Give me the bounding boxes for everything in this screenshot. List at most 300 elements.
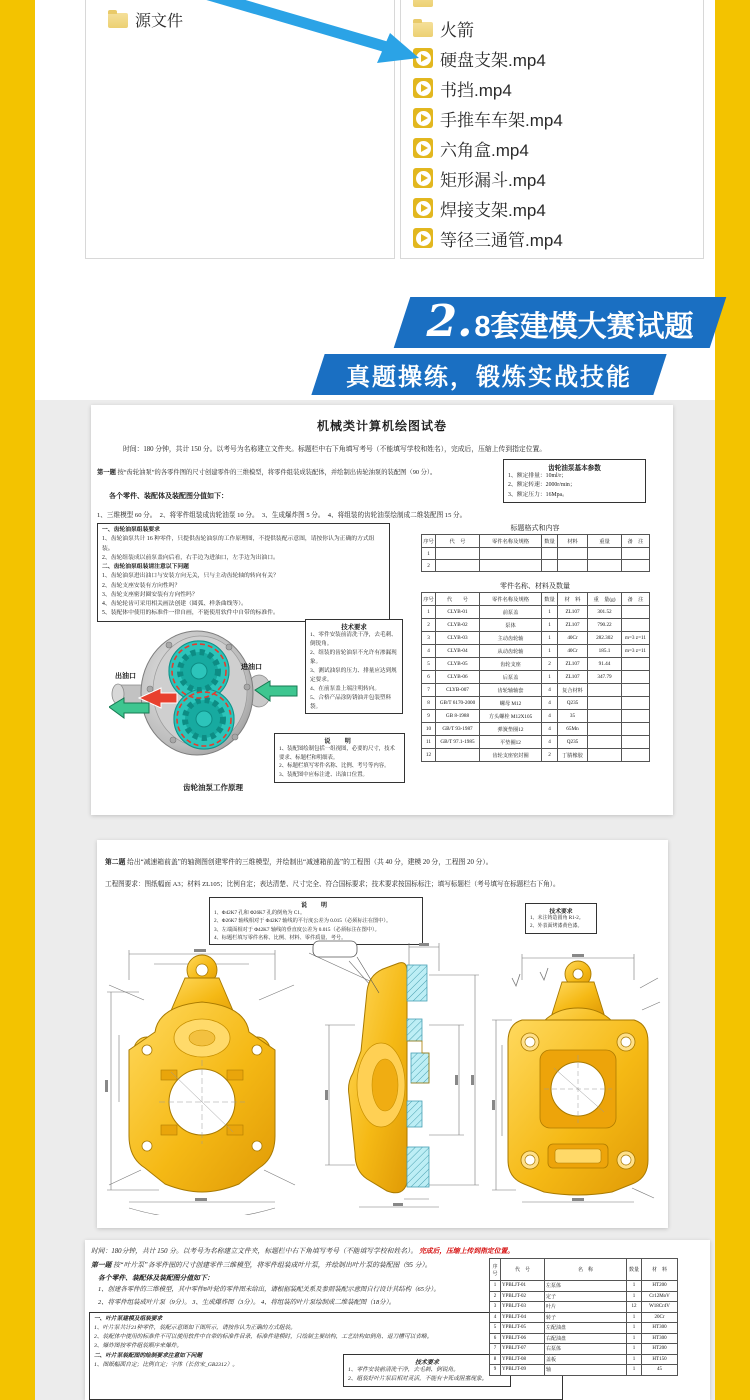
table-cell: 9 [422,710,436,723]
table-row [490,1333,678,1344]
q2-label: 第二题 [105,859,126,866]
table-cell: 后泵盖 [480,671,542,684]
table-row [490,1365,678,1376]
table-row [422,632,650,645]
exam1-score-line: 1、三维模型 60 分。 2、将零件组装成齿轮油泵 10 分。 3、生成爆炸图 5 分。 4、将组装的齿轮油泵绘制成二维装配图 15 分。 [97,512,467,519]
table-cell: GB 8-1988 [436,710,480,723]
column-header: 材 料 [642,1259,678,1281]
table-row [422,548,650,560]
folder-label: 源文件 [135,12,184,30]
sub-banner [318,354,660,395]
file-item[interactable] [413,73,703,103]
file-label: 矩形漏斗.mp4 [440,170,546,190]
table-cell: HT200 [642,1281,678,1292]
exam3-score-intro: 各个零件、装配体及装配图分值如下： [98,1275,214,1282]
table-cell [588,736,622,749]
requirement-line: 1、齿轮油泵共计 16 种零件，只提供齿轮油泵的工作原理图，不提供装配示意图，请按你认为正确的方式组装。 [102,536,375,552]
file-icon [413,0,433,7]
column-header: 材 料 [558,593,588,606]
table-cell: YPBLJT-01 [501,1281,545,1292]
file-item[interactable] [413,103,703,133]
table-cell: 4 [490,1312,501,1323]
column-header: 代 号 [501,1259,545,1281]
column-header: 名 称 [545,1259,627,1281]
table-cell: 2 [422,560,436,572]
table-cell: 8 [490,1354,501,1365]
table-row [422,671,650,684]
table-cell: 185.1 [588,645,622,658]
exam2-question [105,856,493,866]
q1-label: 第一题 [97,469,116,476]
explorer-right-panel [400,0,704,259]
table-cell: Q235 [558,736,588,749]
exam1-time-line: 时间：180 分钟，共计 150 分。以考号为名称建立文件夹。标题栏中右下角填写考号（不能填写学校和姓名），完成后，压缩上传到指定位置。 [123,446,547,453]
tech-line: 2、外表面烤漆黄色漆。 [530,924,583,929]
table-cell [542,548,558,560]
format-table [421,534,650,572]
table-row [422,606,650,619]
table-cell: 2 [490,1291,501,1302]
exam-paper-1 [91,405,673,815]
table-cell: 20Cr [642,1312,678,1323]
exam2-requirements: 工程图要求：图纸幅面 A3；材料 ZL105；比例自定；表达清楚、尺寸完全、符合国标要求；技术要求按国标标注；填写标题栏（考号填写在标题栏右下角）。 [105,881,560,888]
requirement-line: 2、齿轮组装成以前泵盖向后看，右手边为进油口，左手边为出油口。 [102,554,279,561]
table-cell: YPBLJT-07 [501,1344,545,1355]
column-header: 序号 [422,535,436,548]
table-cell: ZL107 [558,619,588,632]
exam2-tech-box [525,903,597,934]
exam3-time-line [91,1245,706,1255]
note-line: 1、Φ42K7 孔和 Φ26K7 孔的倒角为 C1。 [214,910,306,916]
table-row [422,697,650,710]
table-row [490,1291,678,1302]
file-item[interactable] [413,13,703,43]
file-item[interactable] [413,223,703,253]
table-cell: 1 [542,632,558,645]
format-table-title: 标题格式和内容 [510,524,560,532]
requirement-line: 二、齿轮油泵组装请注意以下问题 [102,564,189,571]
column-header: 数量 [542,535,558,548]
table-cell: HT300 [642,1323,678,1334]
table-cell [588,723,622,736]
table-cell [436,749,480,762]
section-number: 2. [426,296,473,347]
assembly-requirements-box [97,523,390,622]
table-cell: 4 [542,697,558,710]
table-cell: YPBLJT-02 [501,1291,545,1302]
table-cell: CLYB-02 [436,619,480,632]
table-cell: 3 [490,1302,501,1313]
table-cell: Q235 [558,697,588,710]
table-cell: 1 [542,619,558,632]
table-cell: W18Cr4V [642,1302,678,1313]
table-cell: 40Cr [558,645,588,658]
requirement-line: 二、叶片泵装配图的绘制要求注意如下问题 [94,1352,203,1359]
table-cell [588,560,622,572]
table-cell [480,548,542,560]
column-header: 零件名称及规格 [480,593,542,606]
exam1-title: 机械类计算机绘图试卷 [316,419,447,433]
table-cell: YPBLJT-08 [501,1354,545,1365]
table-cell: 65Mn [558,723,588,736]
table-row [422,710,650,723]
table-cell: 35 [558,710,588,723]
table-cell: 丁腈橡胶 [558,749,588,762]
tech-title: 技术要求 [341,624,367,631]
table-cell [622,723,650,736]
table-row [422,736,650,749]
table-cell: 6 [490,1333,501,1344]
table-cell [558,548,588,560]
table-cell: 叶片 [545,1302,627,1313]
vane-pump-table-wrap [489,1258,678,1376]
table-cell: 301.52 [588,606,622,619]
file-label: 硬盘支架.mp4 [440,50,546,70]
table-cell [588,697,622,710]
table-cell: 10 [422,723,436,736]
params-line: 2、额定转速：2000r/min； [508,482,576,489]
table-cell: 1 [422,606,436,619]
pump-params-box [503,459,646,503]
table-cell: 2 [422,619,436,632]
table-cell: YPBLJT-09 [501,1365,545,1376]
parts-table-title: 零件名称、材料及数量 [500,582,570,590]
file-icon [413,198,433,218]
requirement-line: 4、齿轮轮齿可采用相关画法创建（圆弧、样条曲线等）。 [102,601,247,608]
note-line: 2、标题栏填写零件名称、比例、考号等内容。 [279,763,390,770]
column-header: 零件名称及规格 [480,535,542,548]
table-cell [622,697,650,710]
table-cell: 从动齿轮轴 [480,645,542,658]
file-label: 六角盒.mp4 [440,140,529,160]
table-cell: CLYB-06 [436,671,480,684]
q2-text: 给出“减速箱前盖”的轴测图创建零件的三维模型，并绘制出“减速箱前盖”的工程图（共 40 分，建模 20 分，工程图 20 分）。 [127,859,493,866]
table-row [422,560,650,572]
note-line: 4、标题栏填写零件名称、比例、材料、零件质量、考号。 [214,934,347,941]
requirement-line: 一、叶片泵建模及组装要求 [94,1316,163,1322]
tech-line: 1、零件安装前清洗干净，去毛刺、倒锐角。 [348,1367,459,1373]
table-cell: 1 [627,1365,642,1376]
table-cell: 790.22 [588,619,622,632]
table-row [490,1354,678,1365]
table-cell [622,658,650,671]
table-cell: 4 [422,645,436,658]
note-line: 2、Φ26K7 轴线相对于 Φ42K7 轴线的平行度公差为 0.015（必须标注在图中）。 [214,918,392,925]
table-row [490,1344,678,1355]
table-cell: 5 [490,1323,501,1334]
tech-line: 1、零件安装前清洗干净，去毛刺、倒锐角。 [310,632,397,647]
table-cell: CLYB-03 [436,632,480,645]
file-item[interactable] [413,0,703,13]
table-cell: 6 [422,671,436,684]
table-row [490,1312,678,1323]
drawing-section-view [309,935,489,1225]
table-cell: 右泵体 [545,1344,627,1355]
table-cell: ZL107 [558,658,588,671]
requirement-line: 2、装配体中使用的标准件不可以使用软件中自带的标准件目录，标准件建模时，只绘制主要结构，工艺结构如倒角、退刀槽可以省略。 [94,1334,433,1341]
table-cell: 1 [542,606,558,619]
table-cell: 轴 [545,1365,627,1376]
table-cell: 复合材料 [558,684,588,697]
table-row [490,1302,678,1313]
table-cell [622,710,650,723]
table-cell: 9 [490,1365,501,1376]
requirement-line: 1、叶片泵共计21种零件，装配示意图如下图所示，请按你认为正确的方式组装。 [94,1325,296,1332]
column-header: 数量 [542,593,558,606]
section-banner [402,297,718,348]
table-cell: 4 [542,684,558,697]
time-red-text: 完成后，压缩上传到指定位置。 [418,1248,515,1255]
file-item[interactable] [413,163,703,193]
table-cell: YPBLJT-05 [501,1323,545,1334]
table-cell: 平垫圈12 [480,736,542,749]
table-cell: YPBLJT-03 [501,1302,545,1313]
table-cell: 1 [627,1281,642,1292]
pump-caption: 齿轮油泵工作原理 [183,783,243,792]
table-cell: 右配油盘 [545,1333,627,1344]
source-folder-item[interactable] [86,4,394,34]
drawing-front-view [99,940,304,1220]
note-title: 说 明 [324,738,355,745]
table-cell: m=3 z=11 [622,632,650,645]
params-line: 1、额定排量：10ml/r； [508,473,567,479]
column-header: 重量 [588,535,622,548]
file-icon [413,168,433,188]
exam1-score-intro: 各个零件、装配体及装配图分值如下： [109,492,228,500]
vane-pump-parts-table [489,1258,678,1376]
table-cell: 2 [542,658,558,671]
params-line: 3、额定压力：16Mpa。 [508,491,568,498]
table-cell [622,684,650,697]
table-row [422,723,650,736]
table-cell: 1 [627,1344,642,1355]
table-cell [622,749,650,762]
tech-line: 4、在前泵盖上端注明转向。 [310,685,380,692]
table-cell: ZL107 [558,606,588,619]
exam3-tech-box [343,1354,511,1387]
table-cell: 8 [422,697,436,710]
q3-label: 第一题 [91,1262,112,1269]
requirement-line: 2、齿轮支座安装有方向性吗？ [102,582,181,589]
table-cell: 1 [627,1312,642,1323]
table-row [422,749,650,762]
table-cell: 齿轮轴轴套 [480,684,542,697]
column-header: 备 注 [622,593,650,606]
table-cell: 弹簧垫圈12 [480,723,542,736]
table-cell: 7 [422,684,436,697]
table-cell: 1 [627,1323,642,1334]
table-cell [622,671,650,684]
table-cell [588,710,622,723]
table-cell: 齿轮支座 [480,658,542,671]
requirement-line: 一、齿轮油泵组装要求 [102,527,160,533]
table-cell: ZL107 [558,671,588,684]
table-row [422,658,650,671]
table-cell: 1 [627,1354,642,1365]
file-icon [413,228,433,248]
out-port-label: 出油口 [115,672,136,680]
table-cell: YPBLJT-04 [501,1312,545,1323]
table-cell: 4 [542,710,558,723]
parts-table [421,592,650,762]
table-cell: 1 [542,671,558,684]
table-cell: 螺母 M12 [480,697,542,710]
table-cell [622,548,650,560]
column-header: 数量 [627,1259,642,1281]
folder-icon [108,13,128,28]
table-cell [588,749,622,762]
file-icon [413,138,433,158]
table-cell: CLYB-05 [436,658,480,671]
table-cell [480,560,542,572]
table-cell: 前泵盖 [480,606,542,619]
column-header: 代 号 [436,535,480,548]
q3-text: 按“叶片泵”各零件图的尺寸创建零件三维模型，将零件组装成叶片泵，并绘制出叶片泵的装配图（95 分）。 [113,1262,432,1269]
table-cell: 12 [422,749,436,762]
table-cell [622,736,650,749]
table-cell [622,560,650,572]
column-header: 备 注 [622,535,650,548]
table-cell: HT150 [642,1354,678,1365]
tech-line: 3、测试油泵的压力、排量应达到规定要求。 [310,667,397,683]
table-cell: 4 [542,736,558,749]
drawing-back-view [492,950,664,1215]
explorer-left-panel [85,0,395,259]
note-title: 说 明 [300,903,331,909]
table-cell: YPBLJT-06 [501,1333,545,1344]
table-cell: 左配油盘 [545,1323,627,1334]
params-title: 齿轮油泵基本参数 [548,465,601,472]
banner-title: 8套建模大赛试题 [474,311,694,343]
tech-line: 5、合格产品涂防锈油并包装塑料袋。 [310,694,392,710]
exam3-score-line1: 1、创建各零件的三维模型，其中零件8叶轮的零件图未给出，请根据装配关系及参照装配示意图自行设计其结构（65分）。 [98,1286,440,1293]
exam-paper-2 [97,840,668,1228]
table-cell: CLYB-04 [436,645,480,658]
file-label: 手推车车架.mp4 [440,110,563,130]
requirement-line: 3、爆炸图按零件组装顺序来爆炸。 [94,1343,183,1350]
table-cell: 盖板 [545,1354,627,1365]
requirement-line: 1、图纸幅面自定；比例自定；字体（长仿宋_GB2312）。 [94,1361,239,1368]
file-icon [413,22,433,37]
note-line: 1、装配图绘制包括一组视图，必要的尺寸，技术要求、标题栏和明细表。 [279,746,395,761]
note-line: 3、左端面相对于 Φ42K7 轴线的垂直度公差为 0.015（必须标注在图中）。 [214,926,380,933]
file-explorer-screenshot [35,0,715,265]
banner-subtitle: 真题操练，锻炼实战技能 [346,364,632,391]
table-cell: 11 [422,736,436,749]
table-cell: 7 [490,1344,501,1355]
table-cell: 91.44 [588,658,622,671]
requirement-line: 5、装配体中使用的标准件一律自画，不能使用软件中自带的标准件。 [102,610,279,617]
table-cell: 45 [642,1365,678,1376]
table-cell: 转子 [545,1312,627,1323]
table-cell [558,560,588,572]
table-cell: 1 [490,1281,501,1292]
table-cell: 4 [542,723,558,736]
table-row [422,684,650,697]
requirement-line: 3、齿轮支座密封圈安装有方向性吗？ [102,591,198,598]
table-cell: 5 [422,658,436,671]
column-header: 代 号 [436,593,480,606]
file-item[interactable] [413,43,703,73]
table-cell: CLYB-01 [436,606,480,619]
tech-requirements-box [305,619,403,714]
table-cell [588,684,622,697]
table-cell: 1 [422,548,436,560]
tech-line: 2、组装的齿轮油泵不允许有渗漏现象。 [310,649,397,665]
exam-paper-3 [85,1240,710,1400]
column-header: 材料 [558,535,588,548]
table-row [422,645,650,658]
table-row [422,619,650,632]
note-line: 3、装配图中应标注进、出油口位置。 [279,771,368,778]
file-label: 焊接支架.mp4 [440,200,546,220]
table-row [490,1323,678,1334]
file-icon [413,108,433,128]
table-cell: HT300 [642,1333,678,1344]
file-icon [413,48,433,68]
tech-title: 技术要求 [414,1360,439,1366]
q1-text: 按“齿轮油泵”的各零件图的尺寸创建零件的三维模型，将零件组装成装配体，并绘制出齿轮油泵的装配图（90 分）。 [117,469,437,476]
table-cell [622,606,650,619]
file-label: 书挡.mp4 [440,80,512,100]
file-icon [413,78,433,98]
column-header: 重 量(g) [588,593,622,606]
file-label: 火箭 [440,20,474,40]
table-cell: GB/T 93-1987 [436,723,480,736]
table-cell: 12 [627,1302,642,1313]
exam3-question [91,1259,432,1269]
table-cell: GB/T 6170-2000 [436,697,480,710]
exam1-question1 [97,467,436,476]
table-cell: 左泵体 [545,1281,627,1292]
notes-box [274,733,405,783]
file-item[interactable] [413,133,703,163]
table-cell: 1 [542,645,558,658]
table-cell [588,548,622,560]
table-cell: 1 [627,1333,642,1344]
table-row [490,1281,678,1292]
exam3-score-line2: 2、将零件组装成叶片泵（9分）。 3、生成爆炸图（3分）。 4、将组装的叶片泵绘制成二维装配图（18分）。 [98,1299,396,1306]
table-cell: 定子 [545,1291,627,1302]
table-cell: 齿轮支座密封圈 [480,749,542,762]
table-cell: GB/T 97.1-1985 [436,736,480,749]
table-cell: 40Cr [558,632,588,645]
file-label: 等径三通管.mp4 [440,230,563,250]
in-port-label: 进油口 [241,663,262,671]
tech-line: 2、组装好叶片泵后相对灵活，不能有卡死或阻塞现象。 [348,1376,488,1383]
table-cell: 1 [627,1291,642,1302]
file-list [401,0,703,253]
table-cell: 主动齿轮轴 [480,632,542,645]
column-header: 序号 [422,593,436,606]
table-cell: 2 [542,749,558,762]
table-cell [436,560,480,572]
table-cell: HT200 [642,1344,678,1355]
table-cell: 方头螺栓 M12X105 [480,710,542,723]
table-cell [542,560,558,572]
column-header: 序号 [490,1259,501,1281]
time-text: 时间：180分钟，共计 150 分。以考号为名称建立文件夹，标题栏中右下角填写考号（不能填写学校和姓名）。 [91,1248,418,1255]
table-cell: m=3 z=11 [622,645,650,658]
table-cell [622,619,650,632]
requirement-line: 1、齿轮油泵进出油口与安装方向无关，只与主动齿轮轴的转向有关？ [102,573,279,580]
file-item[interactable] [413,193,703,223]
table-cell: 347.79 [588,671,622,684]
tech-title: 技术要求 [549,909,573,915]
table-cell: 282.302 [588,632,622,645]
table-cell: 3 [422,632,436,645]
tech-line: 1、未注铸造圆角 R1-2。 [530,916,584,921]
